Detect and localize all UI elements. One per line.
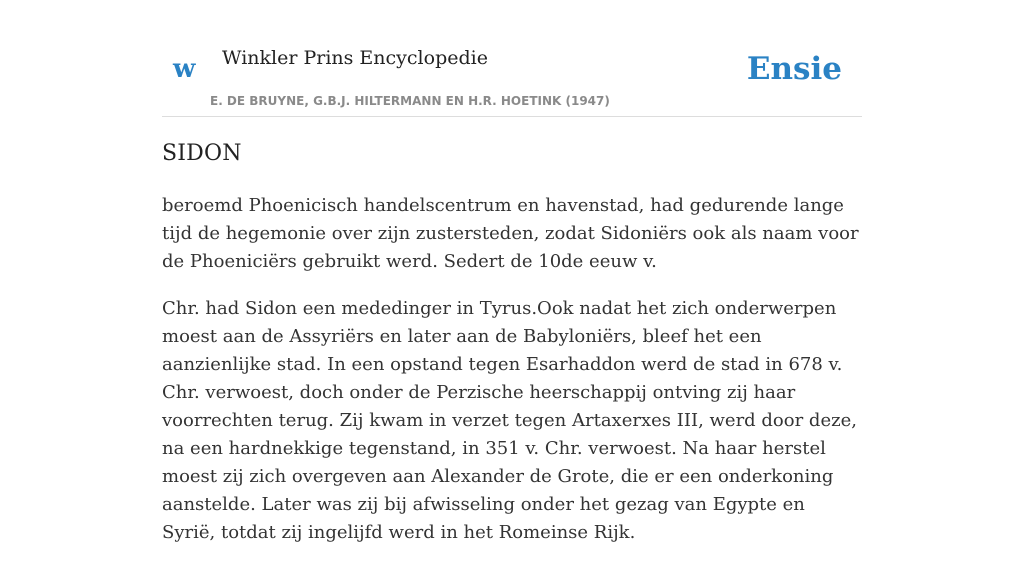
- header: [162, 0, 862, 117]
- content-container: [162, 0, 862, 543]
- book-authors: E. DE BRUYNE, G.B.J. HILTERMANN EN H.R. HOETINK (1947): [210, 94, 610, 108]
- ensie-logo[interactable]: Ensie: [746, 51, 842, 87]
- article-paragraph: Chr. had Sidon een mededinger in Tyrus.Ook nadat het zich onderwerpen moest aan de Assyriërs en later aan de Babyloniërs, bleef het een aanzienlijke stad. In een opstand tegen Esarhaddon werd de stad in 678 v. Chr. verwoest, doch onder de Perzische heerschappij ontving zij haar voorrechten terug. Zij kwam in verzet tegen Artaxerxes III, werd door deze, na een hardnekkige tegenstand, in 351 v. Chr. verwoest. Na haar herstel moest zij zich overgeven aan Alexander de Grote, die er een onderkoning aanstelde. Later was zij bij afwisseling onder het gezag van Egypte en Syrië, totdat zij ingelijfd werd in het Romeinse Rijk.: [162, 298, 857, 543]
- book-title[interactable]: Winkler Prins Encyclopedie: [222, 47, 488, 69]
- article-headword: SIDON: [162, 141, 242, 166]
- article-paragraph: beroemd Phoenicisch handelscentrum en havenstad, had gedurende lange tijd de hegemonie over zijn zustersteden, zodat Sidoniërs ook als naam voor de Phoeniciërs gebruikt werd. Sedert de 10de eeuw v.: [162, 195, 859, 272]
- winkler-prins-logo[interactable]: w: [173, 54, 196, 84]
- article-body: [162, 192, 862, 566]
